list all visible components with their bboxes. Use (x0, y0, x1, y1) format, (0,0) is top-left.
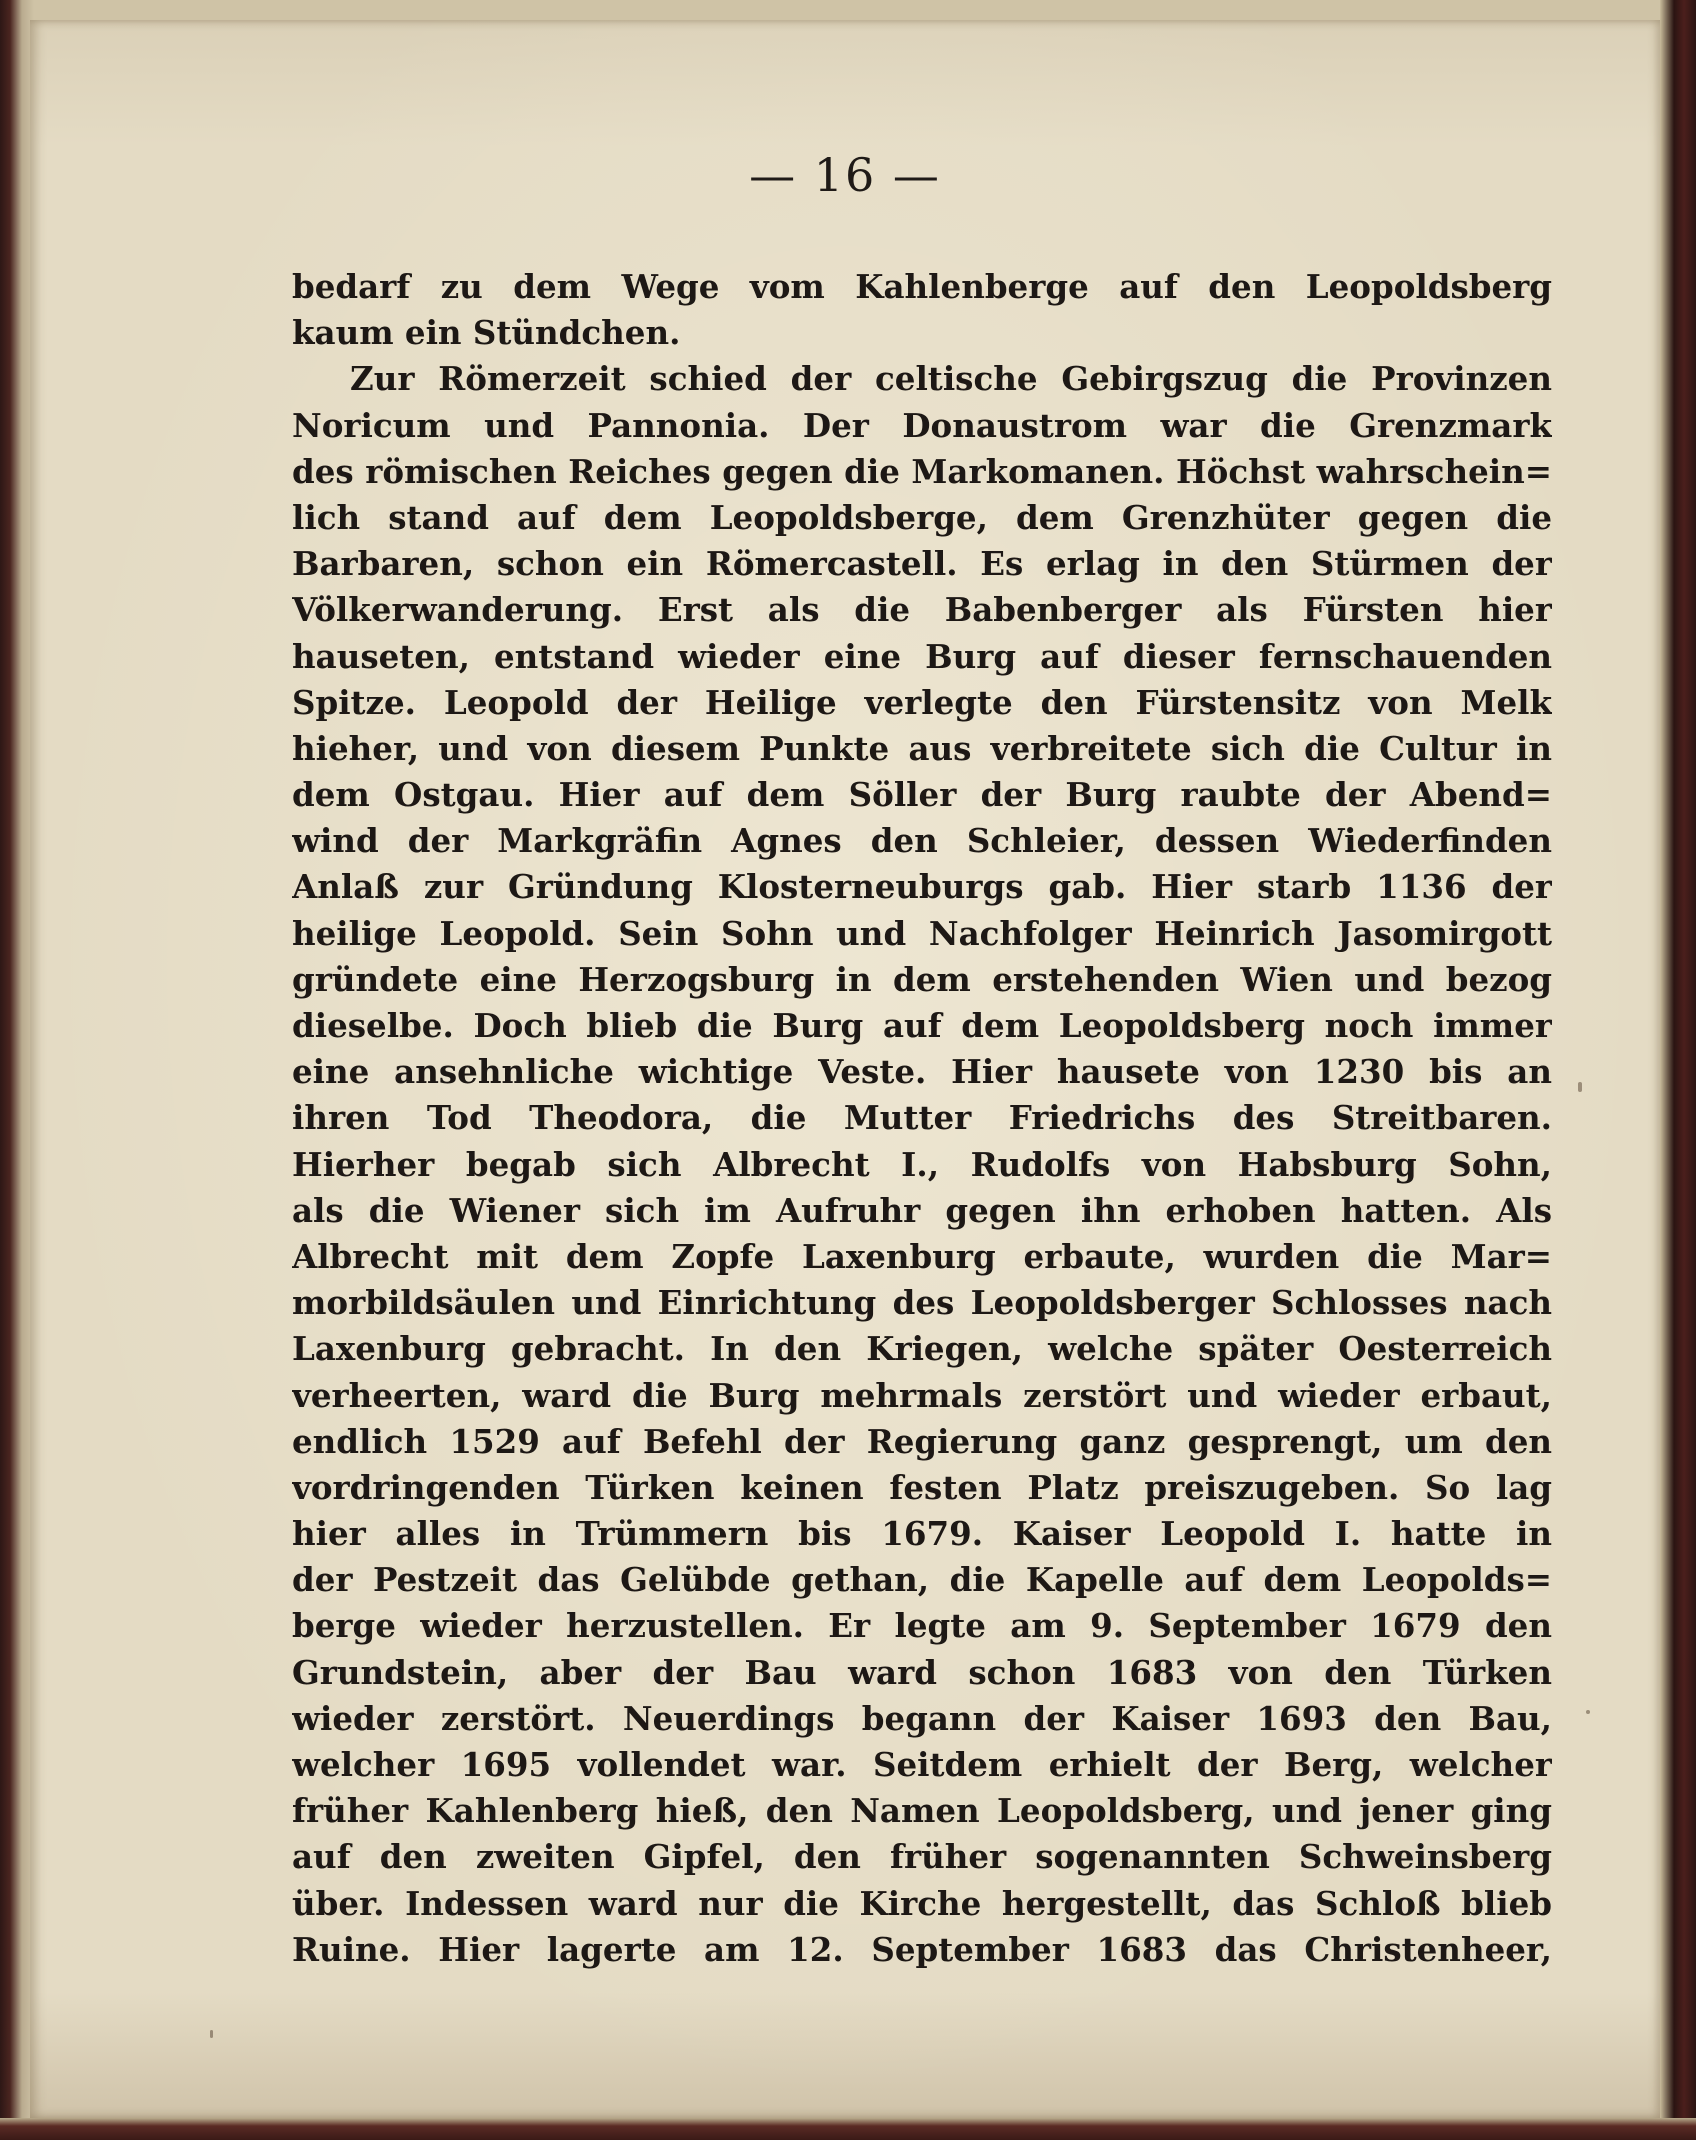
text-line: eine ansehnliche wichtige Veste. Hier hausete von 1230 bis an (292, 1052, 1552, 1092)
text-line: ihren Tod Theodora, die Mutter Friedrichs des Streitbaren. (292, 1098, 1552, 1138)
text-line: bedarf zu dem Wege vom Kahlenberge auf den Leopoldsberg (292, 267, 1552, 306)
text-line: Anlaß zur Gründung Klosterneuburgs gab. Hier starb 1136 der (292, 867, 1552, 907)
text-line: früher Kahlenberg hieß, den Namen Leopoldsberg, und jener ging (292, 1791, 1552, 1831)
text-line: Albrecht mit dem Zopfe Laxenburg erbaute, wurden die Mar= (292, 1236, 1552, 1276)
text-line: als die Wiener sich im Aufruhr gegen ihn erhoben hatten. Als (292, 1190, 1552, 1230)
text-line: gründete eine Herzogsburg in dem erstehenden Wien und bezog (292, 959, 1552, 999)
text-line: hauseten, entstand wieder eine Burg auf dieser fernschauenden (292, 636, 1552, 676)
text-line: Ruine. Hier lagerte am 12. September 1683 das Christenheer, (292, 1929, 1552, 1969)
text-line: kaum ein Stündchen. (292, 313, 681, 353)
paper-speck (1586, 1710, 1590, 1714)
text-line: des römischen Reiches gegen die Markomanen. Höchst wahrschein= (292, 451, 1552, 491)
text-line: der Pestzeit das Gelübde gethan, die Kapelle auf dem Leopolds= (292, 1560, 1552, 1600)
book-page (30, 20, 1660, 2118)
page-number: — 16 — (749, 148, 941, 202)
text-line: Noricum und Pannonia. Der Donaustrom war die Grenzmark (292, 405, 1552, 445)
text-line: Barbaren, schon ein Römercastell. Es erlag in den Stürmen der (292, 544, 1552, 584)
text-line: hier alles in Trümmern bis 1679. Kaiser Leopold I. hatte in (292, 1514, 1552, 1554)
text-line: endlich 1529 auf Befehl der Regierung ganz gesprengt, um den (292, 1421, 1552, 1461)
paper-speck (1578, 1082, 1582, 1092)
body-text (292, 264, 1552, 1973)
text-line: wieder zerstört. Neuerdings begann der Kaiser 1693 den Bau, (292, 1698, 1552, 1738)
text-line: Völkerwanderung. Erst als die Babenberger als Fürsten hier (292, 590, 1552, 630)
text-line: lich stand auf dem Leopoldsberge, dem Grenzhüter gegen die (292, 497, 1552, 537)
text-line: Laxenburg gebracht. In den Kriegen, welche später Oesterreich (292, 1329, 1552, 1369)
text-line: dieselbe. Doch blieb die Burg auf dem Leopoldsberg noch immer (292, 1006, 1552, 1045)
book-bottom-edge (0, 2118, 1696, 2140)
text-line: über. Indessen ward nur die Kirche hergestellt, das Schloß blieb (292, 1883, 1552, 1923)
text-line: Zur Römerzeit schied der celtische Gebirgszug die Provinzen (350, 359, 1552, 399)
text-line: verheerten, ward die Burg mehrmals zerstört und wieder erbaut, (292, 1375, 1552, 1415)
text-line: morbildsäulen und Einrichtung des Leopoldsberger Schlosses nach (292, 1283, 1552, 1323)
book-binding-edge (1660, 0, 1696, 2140)
text-line: hieher, und von diesem Punkte aus verbreitete sich die Cultur in (292, 728, 1552, 768)
text-line: welcher 1695 vollendet war. Seitdem erhielt der Berg, welcher (292, 1745, 1552, 1784)
text-line: Spitze. Leopold der Heilige verlegte den Fürstensitz von Melk (292, 682, 1552, 722)
text-line: berge wieder herzustellen. Er legte am 9. September 1679 den (292, 1606, 1552, 1646)
text-line: auf den zweiten Gipfel, den früher sogenannten Schweinsberg (292, 1837, 1552, 1877)
text-line: wind der Markgräfin Agnes den Schleier, dessen Wiederfinden (292, 821, 1552, 861)
text-line: vordringenden Türken keinen festen Platz preiszugeben. So lag (292, 1467, 1552, 1507)
text-line: dem Ostgau. Hier auf dem Söller der Burg raubte der Abend= (292, 775, 1552, 815)
text-line: Grundstein, aber der Bau ward schon 1683 von den Türken (292, 1652, 1552, 1692)
paper-speck (210, 2030, 213, 2038)
text-line: Hierher begab sich Albrecht I., Rudolfs von Habsburg Sohn, (292, 1144, 1552, 1184)
text-line: heilige Leopold. Sein Sohn und Nachfolger Heinrich Jasomirgott (292, 913, 1552, 953)
